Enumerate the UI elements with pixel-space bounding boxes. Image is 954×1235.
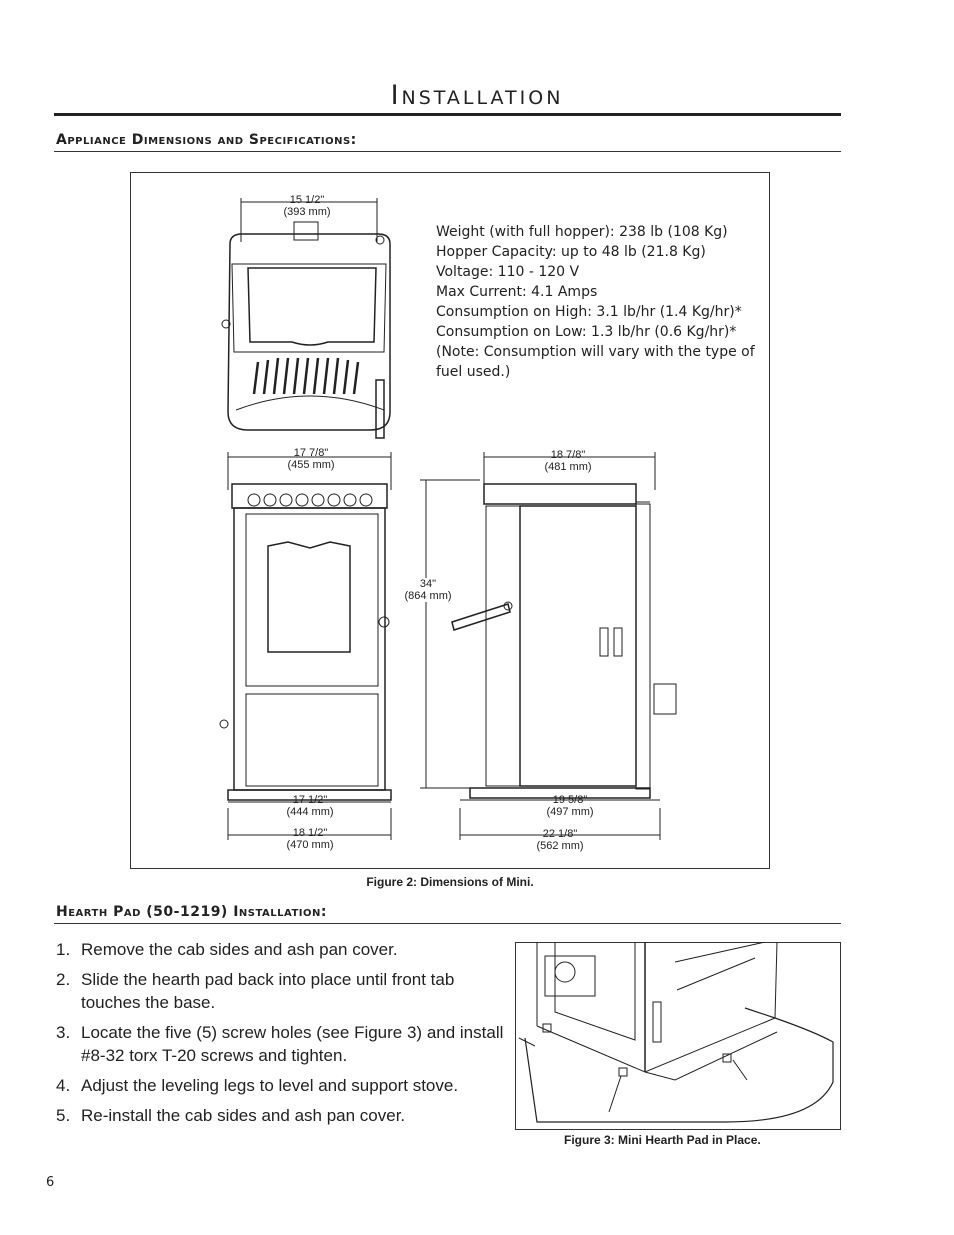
dim-side-pad <box>515 828 605 852</box>
dim-side-depth-inch: 18 7/8" <box>550 449 586 461</box>
spec-consumption-low: Consumption on Low: 1.3 lb/hr (0.6 Kg/hr)* <box>436 324 737 340</box>
dim-side-depth-mm: (481 mm) <box>544 461 592 473</box>
figure-3-caption: Figure 3: Mini Hearth Pad in Place. <box>564 1133 761 1147</box>
section-heading-dimensions: Appliance Dimensions and Specifications: <box>56 132 357 148</box>
step-text: Re-install the cab sides and ash pan cover. <box>81 1106 406 1125</box>
spec-voltage: Voltage: 110 - 120 V <box>436 264 580 280</box>
page-number: 6 <box>46 1175 55 1190</box>
dim-front-width <box>266 447 356 471</box>
step-item <box>56 1074 506 1097</box>
hearth-pad-drawing <box>515 942 841 1130</box>
title-rule <box>54 113 841 116</box>
spec-consumption-high: Consumption on High: 3.1 lb/hr (1.4 Kg/hr)* <box>436 304 742 320</box>
step-number: 5. <box>56 1106 71 1125</box>
step-number: 3. <box>56 1023 71 1042</box>
step-number: 2. <box>56 970 71 989</box>
dim-front-pad-mm: (470 mm) <box>286 839 334 851</box>
dim-side-base-inch: 19 5/8" <box>552 794 588 806</box>
spec-list <box>436 222 766 382</box>
section-rule <box>54 923 841 924</box>
step-number: 4. <box>56 1076 71 1095</box>
spec-current: Max Current: 4.1 Amps <box>436 284 598 300</box>
section-rule <box>54 151 841 152</box>
dim-height-mm: (864 mm) <box>404 590 452 602</box>
step-item <box>56 1104 506 1127</box>
step-text: Locate the five (5) screw holes (see Figure 3) and install #8-32 torx T-20 screws and tighten. <box>81 1023 504 1065</box>
step-item <box>56 968 506 1014</box>
dim-front-width-mm: (455 mm) <box>287 459 335 471</box>
dim-top-width-inch: 15 1/2" <box>289 194 325 206</box>
step-number: 1. <box>56 940 71 959</box>
dim-front-base-mm: (444 mm) <box>286 806 334 818</box>
install-steps <box>56 938 506 1134</box>
dim-top-width <box>262 194 352 218</box>
dim-side-pad-mm: (562 mm) <box>536 840 584 852</box>
dim-side-base <box>525 794 615 818</box>
step-text: Slide the hearth pad back into place until front tab touches the base. <box>81 970 455 1012</box>
dim-height <box>398 578 458 602</box>
dim-front-pad-inch: 18 1/2" <box>292 827 328 839</box>
dim-front-width-inch: 17 7/8" <box>293 447 329 459</box>
section-heading-hearth-pad: Hearth Pad (50-1219) Installation: <box>56 904 327 920</box>
page-title: Installation <box>390 80 564 111</box>
dim-front-base-inch: 17 1/2" <box>292 794 328 806</box>
dim-side-base-mm: (497 mm) <box>546 806 594 818</box>
dim-side-depth <box>523 449 613 473</box>
spec-hopper: Hopper Capacity: up to 48 lb (21.8 Kg) <box>436 244 706 260</box>
dim-side-pad-inch: 22 1/8" <box>542 828 578 840</box>
step-text: Adjust the leveling legs to level and support stove. <box>81 1076 459 1095</box>
dim-height-inch: 34" <box>419 578 437 590</box>
step-item <box>56 1021 506 1067</box>
dim-front-base <box>265 794 355 818</box>
figure-2-caption: Figure 2: Dimensions of Mini. <box>366 875 534 889</box>
dim-front-pad <box>265 827 355 851</box>
spec-note: (Note: Consumption will vary with the type of fuel used.) <box>436 344 755 380</box>
dim-top-width-mm: (393 mm) <box>283 206 331 218</box>
step-text: Remove the cab sides and ash pan cover. <box>81 940 398 959</box>
step-item <box>56 938 506 961</box>
spec-weight: Weight (with full hopper): 238 lb (108 Kg) <box>436 224 728 240</box>
